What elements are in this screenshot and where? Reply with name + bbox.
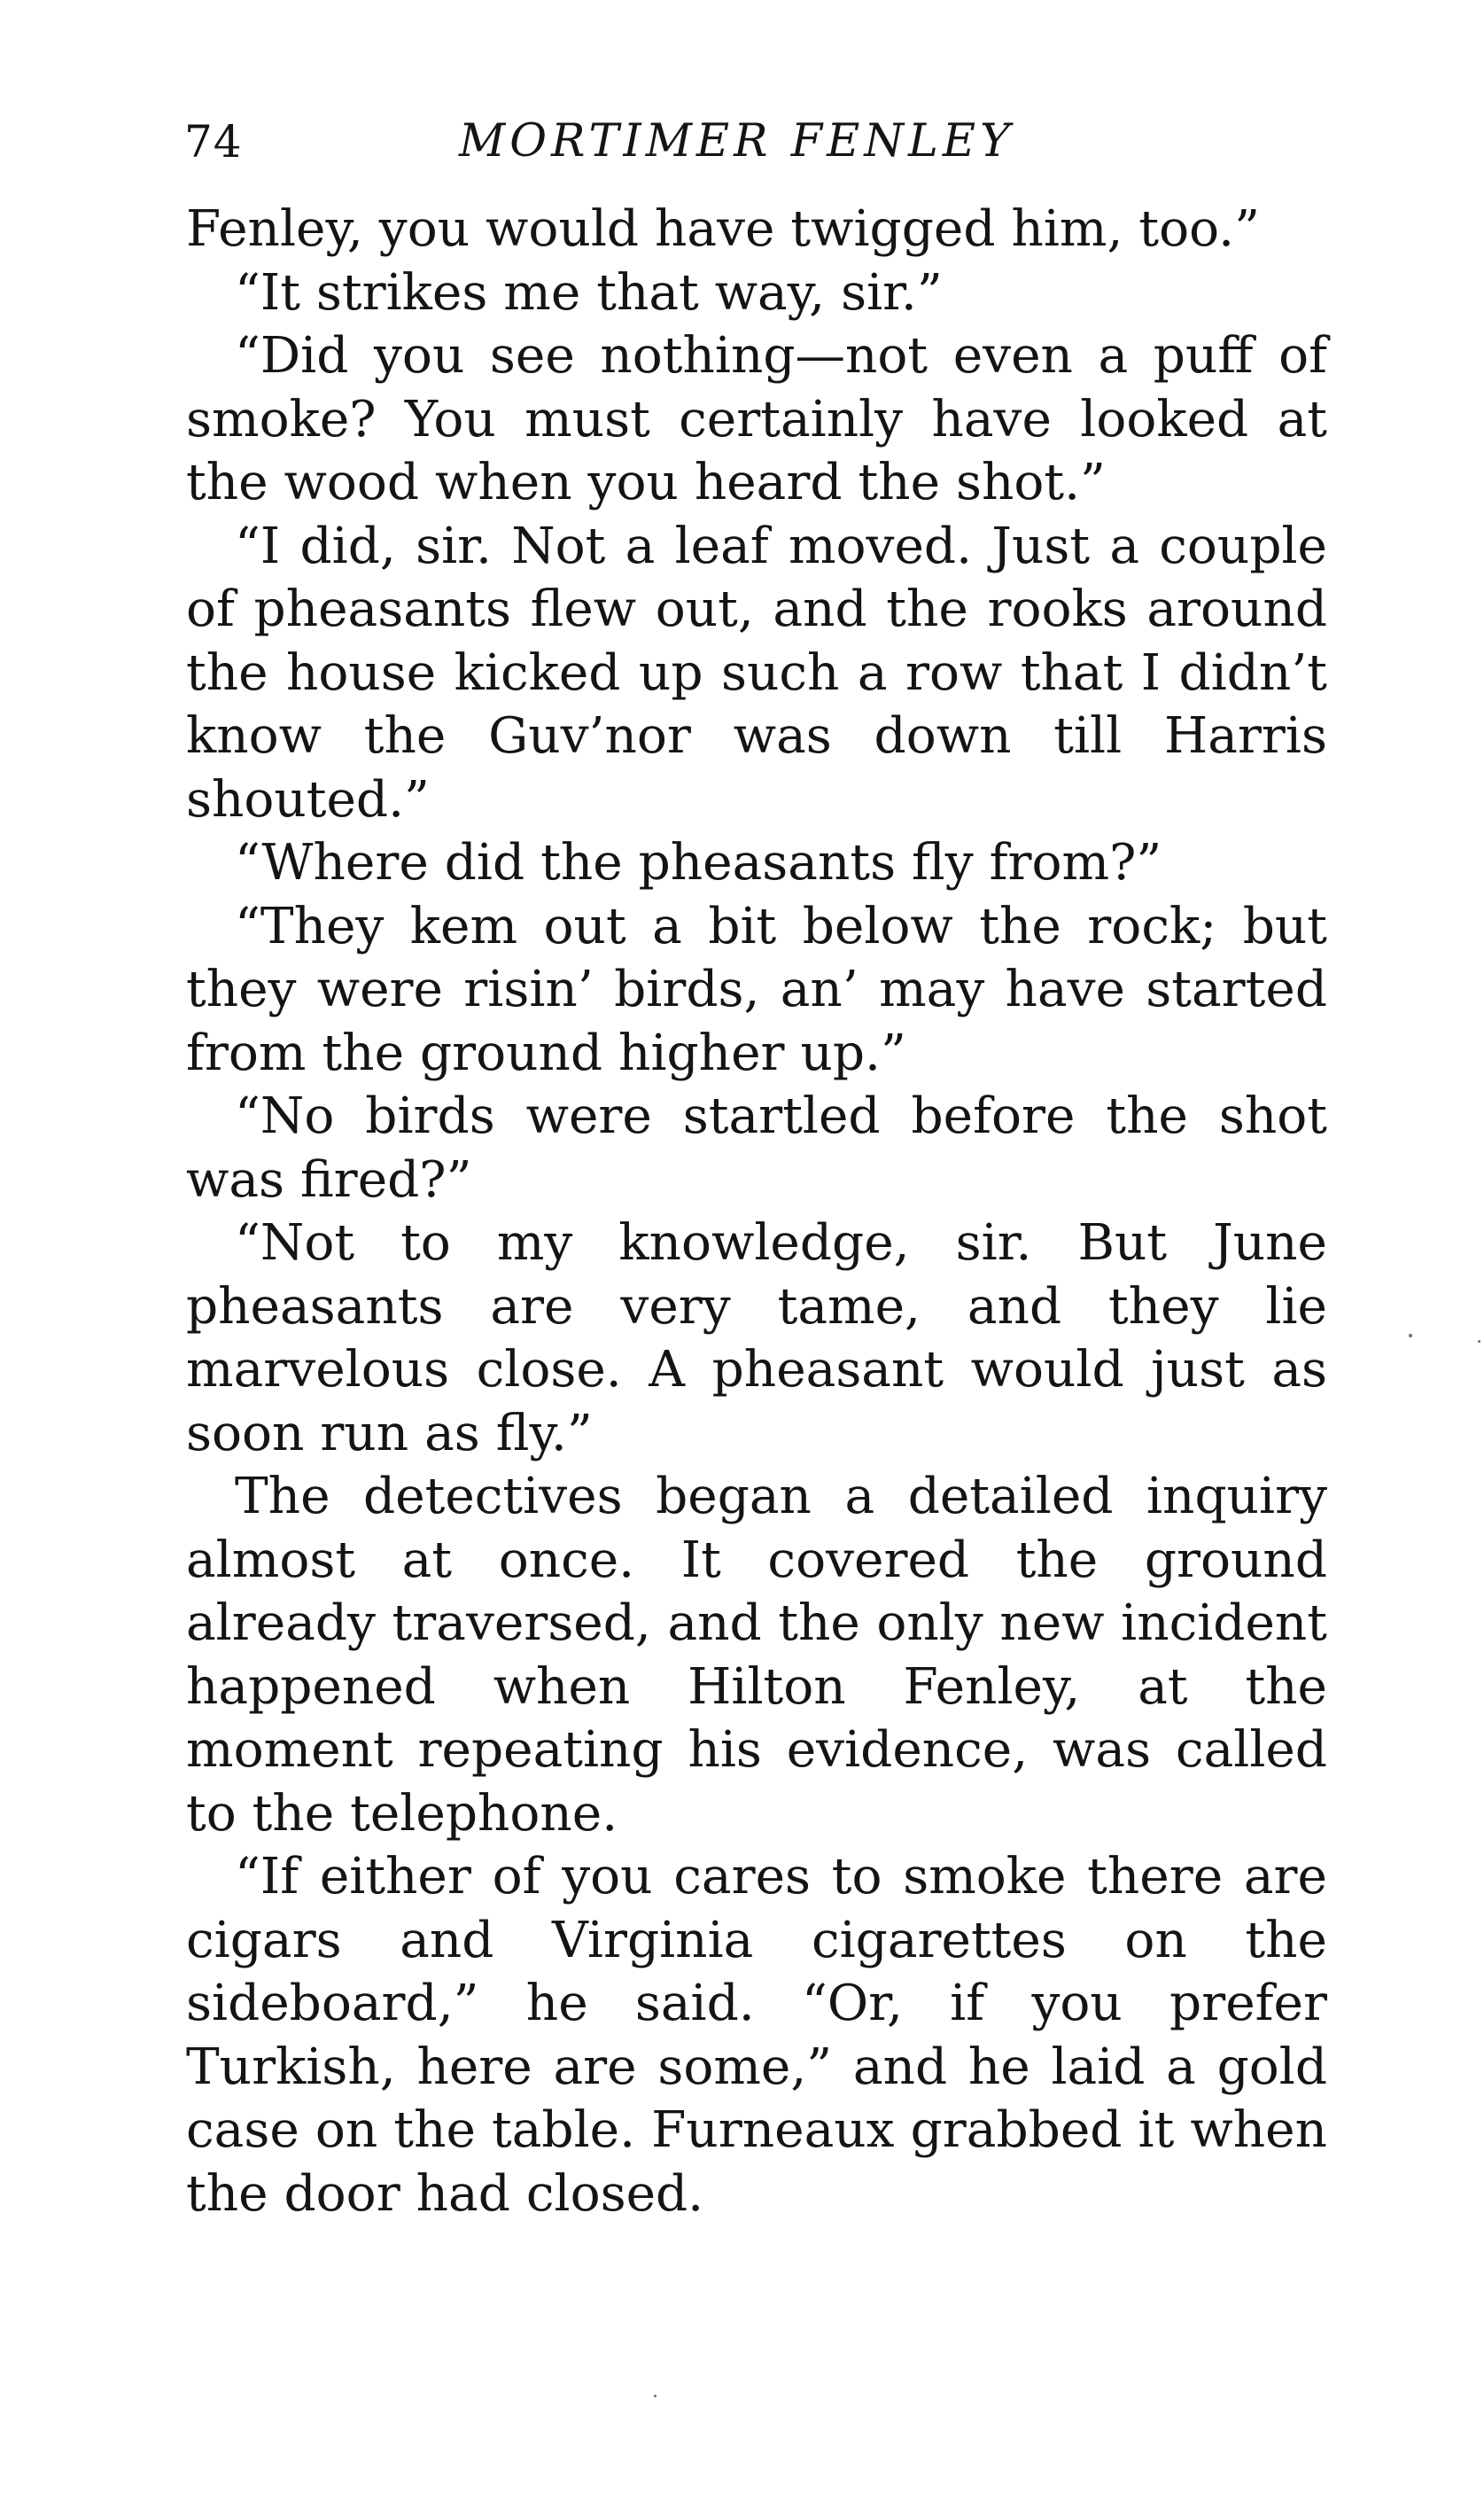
paragraph: “Where did the pheasants fly from?” [235, 834, 1162, 892]
paragraph: “No birds were startled before the shot was fired?” [186, 1087, 1327, 1209]
paper-speck [654, 2395, 657, 2397]
page-header [184, 106, 1327, 177]
paragraph: The detectives began a detailed inquiry almost at once. It covered the ground already traversed, and the only new incident happened when Hilton Fenley, at the moment repeating his evidence, was called to the telephone. [186, 1468, 1327, 1843]
paper-speck [1478, 1340, 1480, 1343]
running-title: MORTIMER FENLEY [459, 115, 1014, 168]
paragraph: “Not to my knowledge, sir. But June pheasants are very tame, and they lie marvelous close. A pheasant would just as soon run as fly.” [186, 1214, 1327, 1462]
paragraph: “I did, sir. Not a leaf moved. Just a couple of pheasants flew out, and the rooks around the house kicked up such a row that I didn’t know the Guv’nor was down till Harris shouted.” [186, 517, 1327, 829]
paragraph: “If either of you cares to smoke there are cigars and Virginia cigarettes on the sideboard,” he said. “Or, if you prefer Turkish, here are some,” and he laid a gold case on the table. Furneaux grabbed it when the door had closed. [186, 1848, 1327, 2223]
paragraph: “It strikes me that way, sir.” [235, 263, 943, 322]
paper-speck [1409, 1334, 1412, 1337]
body-text [186, 198, 1327, 2225]
page-number: 74 [184, 116, 243, 168]
paragraph: “Did you see nothing—not even a puff of smoke? You must certainly have looked at the wood when you heard the shot.” [186, 327, 1327, 511]
paragraph: Fenley, you would have twigged him, too.” [186, 200, 1260, 258]
paragraph: “They kem out a bit below the rock; but they were risin’ birds, an’ may have started from the ground higher up.” [186, 897, 1327, 1082]
